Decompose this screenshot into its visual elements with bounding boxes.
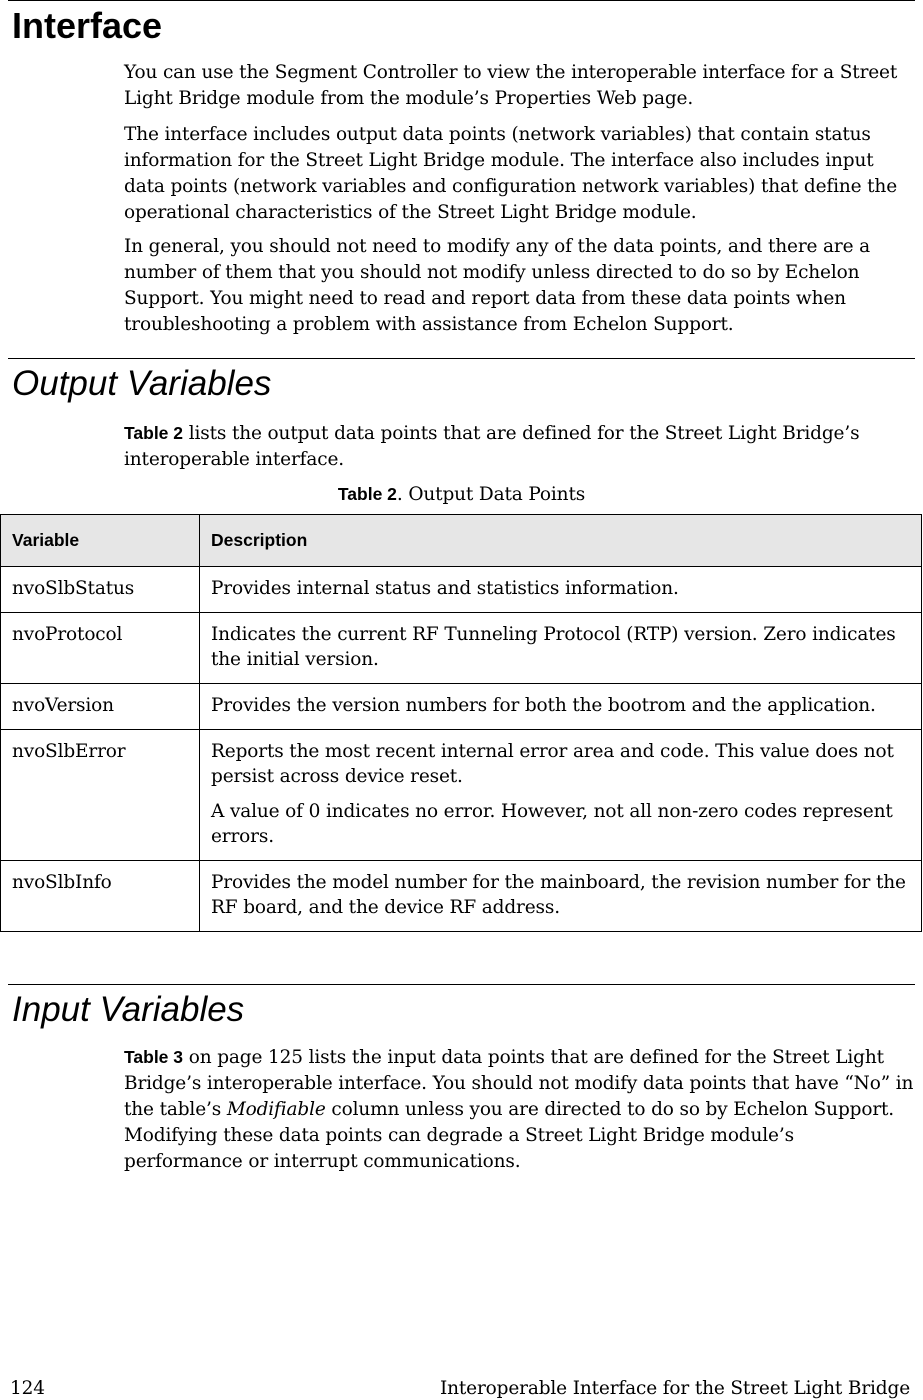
table-row (1, 684, 922, 730)
table-row (1, 567, 922, 613)
table-2-reference[interactable]: Table 2 (124, 423, 184, 443)
description-text: Provides the model number for the mainboard, the revision number for the RF board, and the device RF address. (211, 872, 906, 918)
footer-page-number: 124 (10, 1378, 45, 1399)
output-section-rule (8, 358, 915, 359)
description-text: Provides the version numbers for both the bootrom and the application. (211, 695, 876, 716)
input-intro-text-1: on page 125 lists the input data points that are defined for the Street Light Bridge’s interoperable interface. You should not modify data points that have “No” in the table’s (124, 1047, 914, 1120)
table-caption-label: Table 2 (337, 484, 397, 504)
column-header-variable: Variable (1, 515, 200, 567)
description-text: A value of 0 indicates no error. However, not all non-zero codes represent errors. (211, 801, 893, 847)
top-rule (8, 0, 915, 1)
description-cell (200, 613, 922, 684)
interface-heading: Interface (12, 5, 163, 46)
output-intro-paragraph (124, 420, 914, 473)
column-header-description: Description (200, 515, 922, 567)
output-intro-text: lists the output data points that are defined for the Street Light Bridge’s interoperable interface. (124, 423, 860, 470)
input-intro-paragraph (124, 1044, 914, 1175)
input-section-rule (8, 984, 915, 985)
footer-chapter-title: Interoperable Interface for the Street Light Bridge (439, 1378, 910, 1399)
table-row (1, 861, 922, 932)
input-variables-heading: Input Variables (12, 990, 245, 1029)
table-row (1, 613, 922, 684)
description-cell (200, 730, 922, 861)
variable-cell: nvoSlbError (1, 730, 200, 861)
table-caption-text: . Output Data Points (396, 484, 586, 505)
input-intro-text-2: column unless you are directed to do so by Echelon Support. Modifying these data points can degrade a Street Light Bridge module’s performance or interrupt communications. (124, 1099, 895, 1172)
description-cell (200, 684, 922, 730)
interface-paragraph-3: In general, you should not need to modify any of the data points, and there are a number of them that you should not modify unless directed to do so by Echelon Support. You might need to read and report data from these data points when troubleshooting a problem with assistance from Echelon Support. (124, 236, 871, 335)
description-text: Provides internal status and statistics information. (211, 578, 679, 599)
table-row (1, 730, 922, 861)
table-caption (0, 481, 923, 508)
description-cell (200, 861, 922, 932)
table-3-reference[interactable]: Table 3 (124, 1047, 184, 1067)
modifiable-term: Modifiable (226, 1099, 326, 1120)
table-header-row (1, 515, 922, 567)
description-cell (200, 567, 922, 613)
interface-paragraph-2: The interface includes output data points (network variables) that contain status information for the Street Light Bridge module. The interface also includes input data points (network variables and configuration network variables) that define the operational characteristics of the Street Light Bridge module. (124, 124, 897, 223)
output-data-points-table (0, 514, 922, 932)
variable-cell: nvoVersion (1, 684, 200, 730)
interface-paragraph-1: You can use the Segment Controller to view the interoperable interface for a Street Light Bridge module from the module’s Properties Web page. (124, 62, 898, 109)
variable-cell: nvoProtocol (1, 613, 200, 684)
variable-cell: nvoSlbInfo (1, 861, 200, 932)
description-text: Reports the most recent internal error area and code. This value does not persist across device reset. (211, 741, 894, 787)
description-text: Indicates the current RF Tunneling Protocol (RTP) version. Zero indicates the initial version. (211, 624, 896, 670)
variable-cell: nvoSlbStatus (1, 567, 200, 613)
output-variables-heading: Output Variables (12, 364, 272, 403)
